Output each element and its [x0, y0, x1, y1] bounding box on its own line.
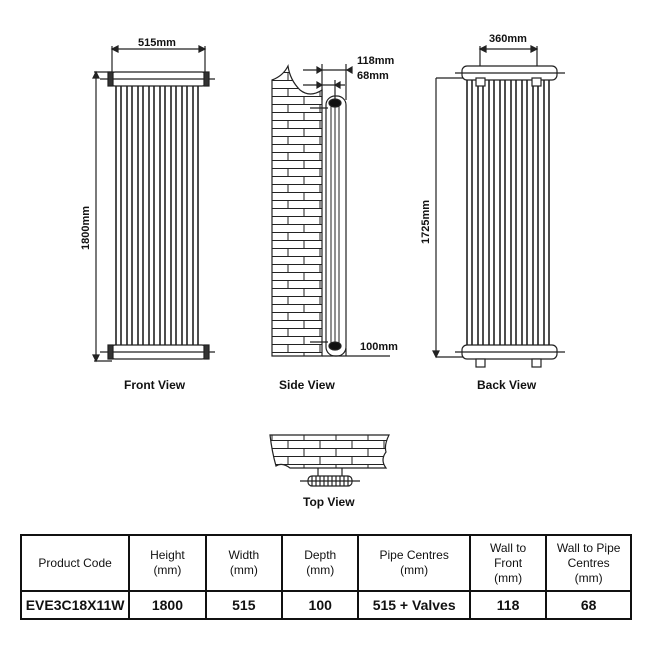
table-header-row — [21, 535, 631, 591]
header-wall-to-front: Wall to Front (mm) — [470, 535, 546, 591]
cell-product-code: EVE3C18X11W — [21, 591, 129, 619]
back-view-drawing — [433, 46, 565, 367]
cell-pipe-centres: 515 + Valves — [358, 591, 470, 619]
front-view-drawing — [93, 46, 215, 361]
cell-depth: 100 — [282, 591, 358, 619]
side-wall-to-front-dim: 118mm — [357, 55, 395, 67]
header-wall-to-pipe-centres: Wall to Pipe Centres (mm) — [546, 535, 631, 591]
header-height: Height (mm) — [129, 535, 205, 591]
cell-wall-to-pipe-centres: 68 — [546, 591, 631, 619]
side-view-drawing — [272, 64, 390, 356]
back-height-dim: 1725mm — [420, 199, 432, 244]
side-wall-to-pipe-dim: 68mm — [357, 70, 389, 82]
front-width-dim: 515mm — [138, 37, 176, 49]
side-view-label: Side View — [279, 378, 335, 392]
header-width: Width (mm) — [206, 535, 282, 591]
side-depth-dim: 100mm — [360, 341, 398, 353]
cell-height: 1800 — [129, 591, 205, 619]
spec-table — [20, 534, 632, 620]
back-pipe-centres-dim: 360mm — [489, 33, 527, 45]
cell-width: 515 — [206, 591, 282, 619]
back-view-label: Back View — [477, 378, 537, 392]
top-view-label: Top View — [303, 495, 355, 509]
table-row — [21, 591, 631, 619]
front-view-label: Front View — [124, 378, 186, 392]
header-depth: Depth (mm) — [282, 535, 358, 591]
header-product-code: Product Code — [21, 535, 129, 591]
header-pipe-centres: Pipe Centres (mm) — [358, 535, 470, 591]
front-height-dim: 1800mm — [80, 205, 92, 250]
cell-wall-to-front: 118 — [470, 591, 546, 619]
top-view-drawing — [270, 435, 389, 486]
